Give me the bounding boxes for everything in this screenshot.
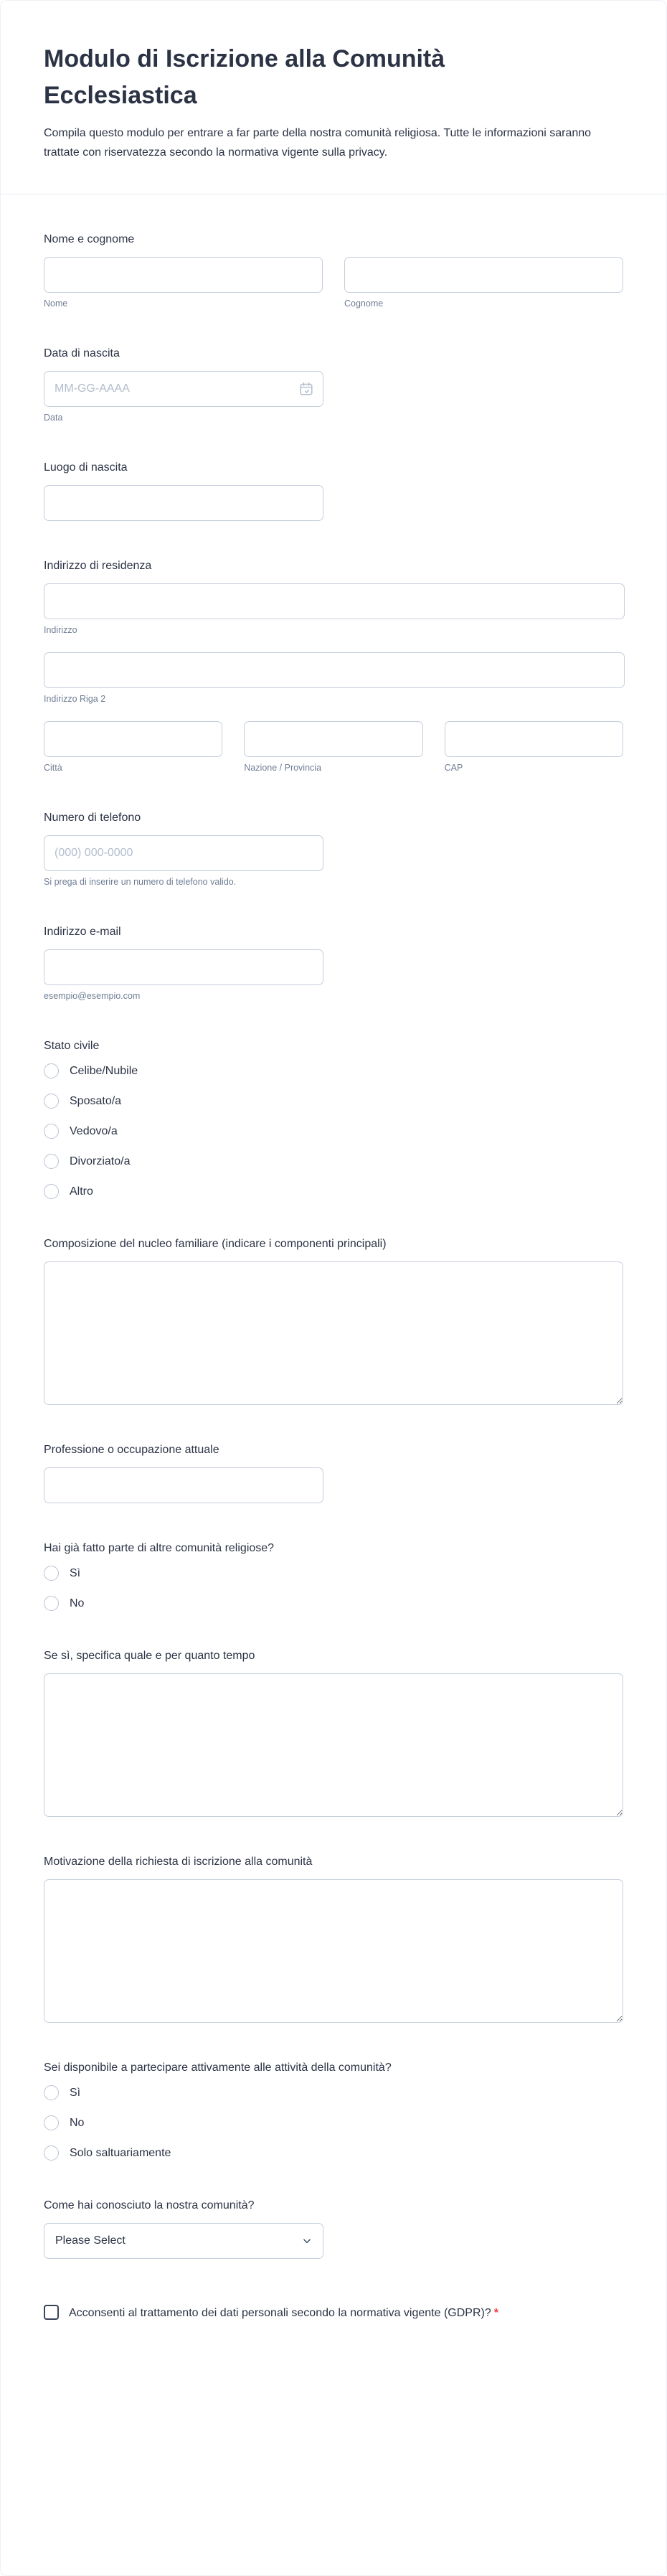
radio-icon[interactable]: [44, 2115, 59, 2130]
radio-option-label: Divorziato/a: [70, 1155, 131, 1167]
last-name-sublabel: Cognome: [344, 299, 384, 309]
city-input[interactable]: [44, 721, 222, 757]
how-known-select[interactable]: [44, 2223, 323, 2259]
field-email: [44, 926, 623, 1001]
previous-community-option-si[interactable]: [44, 1566, 623, 1581]
address-label: Indirizzo di residenza: [44, 560, 152, 573]
radio-option-label: Sì: [70, 1566, 81, 1579]
city-sublabel: Città: [44, 763, 62, 774]
marital-option-vedovo[interactable]: [44, 1124, 623, 1139]
address-line2-input[interactable]: [44, 652, 625, 688]
radio-icon[interactable]: [44, 1154, 59, 1169]
gdpr-checkbox[interactable]: [44, 2305, 59, 2320]
previous-detail-label: Se sì, specifica quale e per quanto tempo: [44, 1650, 255, 1663]
field-address: [44, 560, 623, 773]
marital-option-divorziato[interactable]: [44, 1154, 623, 1169]
field-motivation: [44, 1856, 623, 2023]
participation-option-no[interactable]: [44, 2115, 623, 2130]
phone-label: Numero di telefono: [44, 812, 141, 824]
radio-option-label: Altro: [70, 1185, 93, 1198]
last-name-input[interactable]: [344, 257, 623, 293]
radio-option-label: No: [70, 2116, 85, 2129]
profession-label: Professione o occupazione attuale: [44, 1444, 219, 1457]
radio-option-label: Solo saltuariamente: [70, 2146, 171, 2159]
birthdate-label: Data di nascita: [44, 347, 120, 360]
field-family-composition: [44, 1238, 623, 1405]
phone-hint: Si prega di inserire un numero di telefono valido.: [44, 877, 237, 888]
fullname-label: Nome e cognome: [44, 233, 135, 246]
marital-option-altro[interactable]: [44, 1184, 623, 1199]
field-previous-detail: [44, 1650, 623, 1817]
marital-option-sposato[interactable]: [44, 1094, 623, 1109]
motivation-textarea[interactable]: [44, 1879, 623, 2023]
radio-icon[interactable]: [44, 1566, 59, 1581]
email-input[interactable]: [44, 949, 323, 985]
participation-label: Sei disponibile a partecipare attivamente alle attività della comunità?: [44, 2062, 392, 2074]
family-label: Composizione del nucleo familiare (indicare i componenti principali): [44, 1238, 387, 1251]
radio-icon[interactable]: [44, 1124, 59, 1139]
previous-detail-textarea[interactable]: [44, 1673, 623, 1817]
field-fullname: [44, 233, 623, 309]
family-textarea[interactable]: [44, 1261, 623, 1405]
address-line2-sublabel: Indirizzo Riga 2: [44, 694, 106, 705]
radio-option-label: No: [70, 1597, 85, 1609]
chevron-down-icon: [302, 2236, 312, 2246]
field-gdpr-consent: [44, 2303, 517, 2324]
radio-option-label: Celibe/Nubile: [70, 1064, 138, 1077]
radio-icon[interactable]: [44, 1596, 59, 1611]
form-header: [1, 1, 666, 194]
field-phone: [44, 812, 623, 887]
field-previous-community: [44, 1542, 623, 1611]
participation-option-saltuariamente[interactable]: [44, 2145, 623, 2161]
form-body: [1, 194, 666, 2324]
radio-icon[interactable]: [44, 2145, 59, 2161]
radio-icon[interactable]: [44, 2085, 59, 2100]
marital-label: Stato civile: [44, 1040, 100, 1053]
first-name-sublabel: Nome: [44, 299, 68, 309]
required-asterisk: *: [493, 2307, 498, 2320]
gdpr-consent-row[interactable]: [44, 2307, 498, 2319]
form-description: Compila questo modulo per entrare a far parte della nostra comunità religiosa. Tutte le informazioni saranno trattate con riservatezza secondo la normativa vigente sulla privacy.: [44, 127, 592, 159]
birthplace-input[interactable]: [44, 485, 323, 521]
page-title: Modulo di Iscrizione alla Comunità Ecclesiastica: [44, 45, 445, 109]
radio-option-label: Vedovo/a: [70, 1124, 118, 1137]
field-profession: [44, 1444, 623, 1503]
state-input[interactable]: [244, 721, 422, 757]
zip-sublabel: CAP: [444, 763, 463, 774]
field-how-known: [44, 2199, 623, 2259]
zip-input[interactable]: [445, 721, 623, 757]
birthplace-label: Luogo di nascita: [44, 461, 128, 474]
gdpr-consent-label: Acconsenti al trattamento dei dati personali secondo la normativa vigente (GDPR)?: [69, 2307, 491, 2320]
marital-option-celibe[interactable]: [44, 1063, 623, 1078]
motivation-label: Motivazione della richiesta di iscrizione alla comunità: [44, 1856, 313, 1868]
field-birthdate: [44, 347, 623, 423]
field-marital-status: [44, 1040, 623, 1199]
birthdate-input[interactable]: [44, 371, 323, 407]
field-birthplace: [44, 461, 623, 521]
address-line1-sublabel: Indirizzo: [44, 625, 77, 636]
address-line1-input[interactable]: [44, 583, 625, 619]
first-name-input[interactable]: [44, 257, 323, 293]
participation-option-si[interactable]: [44, 2085, 623, 2100]
radio-icon[interactable]: [44, 1184, 59, 1199]
birthdate-sublabel: Data: [44, 413, 63, 423]
radio-option-label: Sì: [70, 2086, 81, 2099]
radio-option-label: Sposato/a: [70, 1094, 122, 1107]
how-known-selected-value: Please Select: [55, 2234, 126, 2247]
previous-community-label: Hai già fatto parte di altre comunità religiose?: [44, 1542, 275, 1555]
email-label: Indirizzo e-mail: [44, 926, 121, 939]
state-sublabel: Nazione / Provincia: [244, 763, 322, 774]
phone-input[interactable]: [44, 835, 323, 871]
previous-community-option-no[interactable]: [44, 1596, 623, 1611]
calendar-check-icon[interactable]: [298, 381, 314, 397]
radio-icon[interactable]: [44, 1094, 59, 1109]
profession-input[interactable]: [44, 1467, 323, 1503]
how-known-label: Come hai conosciuto la nostra comunità?: [44, 2199, 255, 2212]
field-participation: [44, 2062, 623, 2161]
radio-icon[interactable]: [44, 1063, 59, 1078]
email-hint: esempio@esempio.com: [44, 991, 141, 1002]
